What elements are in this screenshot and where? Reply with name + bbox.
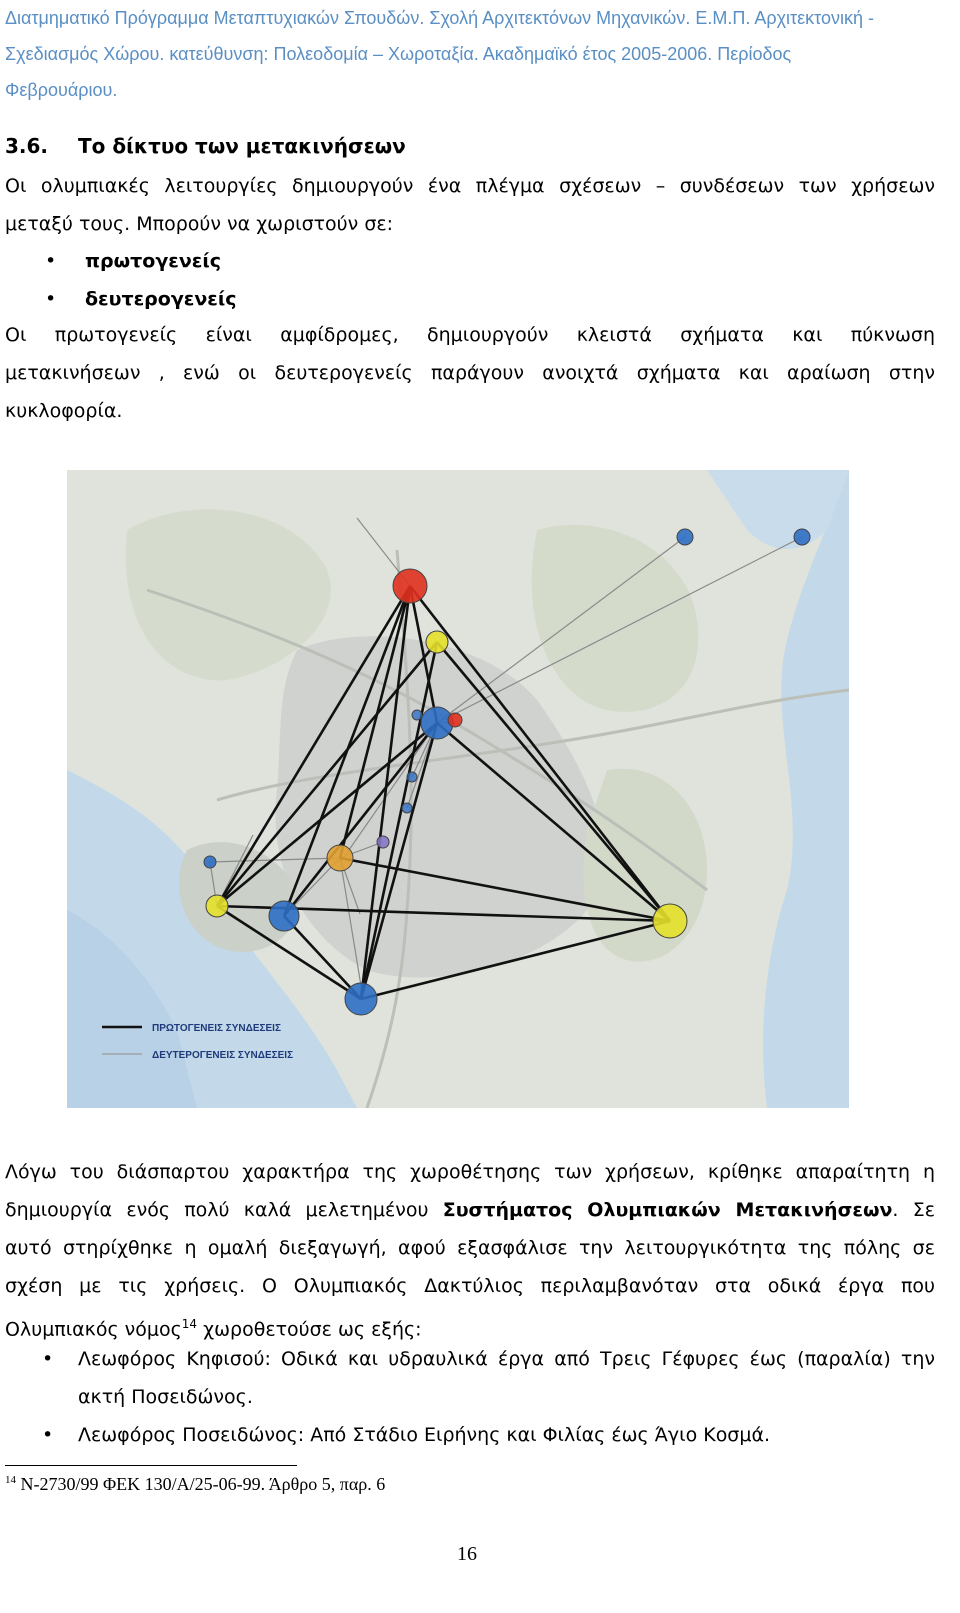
header-line-3: Φεβρουάριου. [5,80,118,100]
road-works-item [5,1340,935,1416]
road-works-text: Λεωφόρος Ποσειδώνος: Από Στάδιο Ειρήνης και Φιλίας έως Άγιο Κοσμά. [78,1424,771,1446]
section-number: 3.6. [5,134,49,158]
mobility-line-4: σχέση με τις χρήσεις. Ο Ολυμπιακός Δακτύλιος περιλαμβανόταν στα οδικά έργα που [5,1275,935,1297]
explanation-line-1: Οι πρωτογενείς είναι αμφίδρομες, δημιουργούν κλειστά σχήματα και πύκνωση [5,324,935,346]
node-orange-west [327,845,353,871]
footnote [5,1474,385,1495]
explanation-line-2: μετακινήσεων , ενώ οι δευτερογενείς παράγουν ανοιχτά σχήματα και αραίωση στην [5,362,935,384]
node-yellow-north [426,631,448,653]
intro-paragraph [5,167,935,243]
bullet-icon: • [42,1348,54,1370]
node-purple [377,836,389,848]
bullet-icon: • [42,1424,54,1446]
road-works-text: Λεωφόρος Κηφισού: Οδικά και υδραυλικά έργα από Τρεις Γέφυρες έως (παραλία) την ακτή Ποσειδώνος. [78,1348,935,1408]
bullet-icon: • [45,288,57,310]
node-blue-south [345,983,377,1015]
section-heading [5,134,406,158]
running-header [5,0,945,108]
node-blue-small-2 [407,772,417,782]
mobility-text: . Σε [892,1199,935,1221]
header-line-1: Διατμηματικό Πρόγραμμα Μεταπτυχιακών Σπουδών. Σχολή Αρχιτεκτόνων Μηχανικών. Ε.Μ.Π. Αρχιτεκτονική - [5,8,875,28]
node-red-north [393,569,427,603]
footnote-reference: 14 [181,1317,198,1331]
mobility-line-3: αυτό στηρίχθηκε η ομαλή διεξαγωγή, αφού εξασφάλισε την λειτουργικότητα της πόλης σε [5,1237,935,1259]
page-number: 16 [457,1543,477,1565]
intro-line-2: μεταξύ τους. Μπορούν να χωριστούν σε: [5,213,394,235]
intro-line-1: Οι ολυμπιακές λειτουργίες δημιουργούν ένα πλέγμα σχέσεων – συνδέσεων των χρήσεων [5,175,935,197]
header-line-2: Σχεδιασμός Χώρου. κατεύθυνση: Πολεοδομία – Χωροταξία. Ακαδημαϊκό έτος 2005-2006. Περίοδος [5,44,792,64]
footnote-number: 14 [5,1474,16,1486]
node-blue-coast-east [794,529,810,545]
node-red-centre [448,713,462,727]
node-blue-west [269,901,299,931]
road-works-list [5,1340,935,1454]
olympic-mobility-system-term: Συστήματος Ολυμπιακών Μετακινήσεων [442,1199,893,1221]
legend-label-primary: ΠΡΩΤΟΓΕΝΕΙΣ ΣΥΝΔΕΣΕΙΣ [152,1023,281,1034]
explanation-paragraph [5,316,935,430]
node-yellow-east [653,904,687,938]
mobility-line-2 [5,1191,935,1229]
mobility-paragraph [5,1153,935,1348]
legend-label-secondary: ΔΕΥΤΕΡΟΓΕΝΕΙΣ ΣΥΝΔΕΣΕΙΣ [152,1050,294,1061]
footnote-separator [5,1465,297,1466]
node-blue-north-east [677,529,693,545]
map-graphic [67,470,849,1108]
node-blue-small-3 [402,803,412,813]
section-title: Το δίκτυο των μετακινήσεων [78,134,406,158]
bullet-icon: • [45,250,57,272]
explanation-line-3: κυκλοφορία. [5,400,123,422]
footnote-text: Ν-2730/99 ΦΕΚ 130/Α/25-06-99. Άρθρο 5, παρ. 6 [16,1474,386,1494]
mobility-line-1: Λόγω του διάσπαρτου χαρακτήρα της χωροθέτησης των χρήσεων, κρίθηκε απαραίτητη η [5,1161,935,1183]
road-works-item [5,1416,935,1454]
olympic-network-map [67,470,849,1108]
node-yellow-west [206,895,228,917]
category-label: πρωτογενείς [85,250,222,272]
category-label: δευτερογενείς [85,288,237,310]
node-blue-small [412,710,422,720]
node-blue-far-west [204,856,216,868]
mobility-text: χωροθετούσε ως εξής: [197,1318,422,1341]
mobility-text: δημιουργία ενός πολύ καλά μελετημένου [5,1199,443,1221]
mobility-text: Ολυμπιακός νόμος [5,1318,182,1341]
